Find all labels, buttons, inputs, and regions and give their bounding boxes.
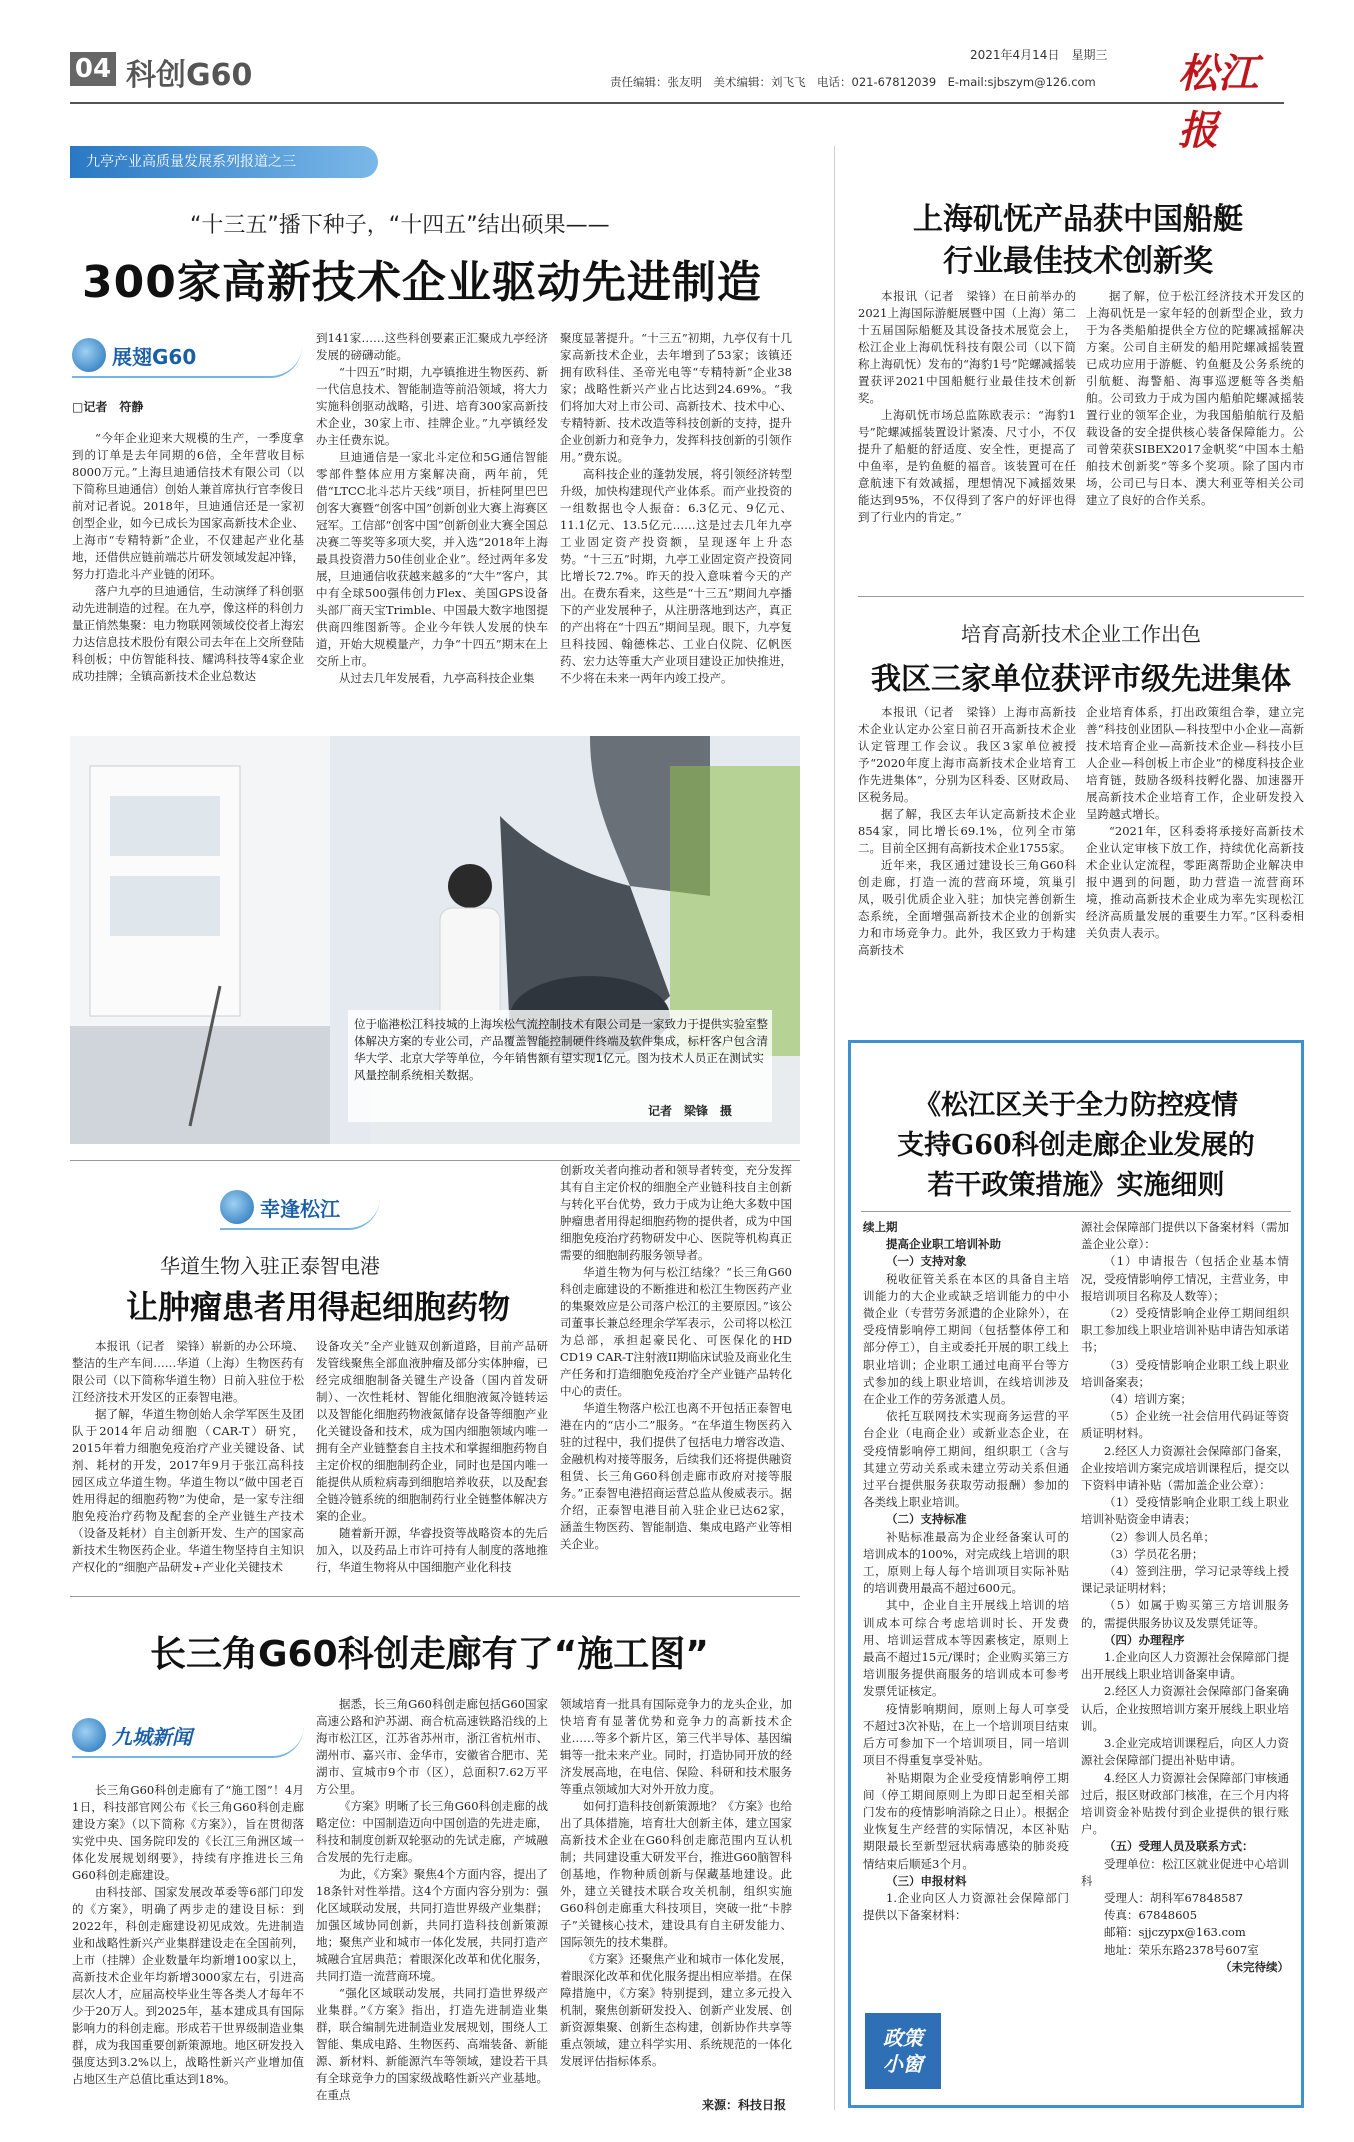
bio-top-rule <box>70 1160 800 1161</box>
lead-byline: □记者 符静 <box>72 400 144 414</box>
paragraph: 2.经区人力资源社会保障部门备案，企业按培训方案完成培训课程后，提交以下资料申请补贴（需加盖企业公章）： <box>1081 1443 1289 1493</box>
bio-kicker: 华道生物入驻正泰智电港 <box>160 1254 380 1278</box>
paragraph: （1）受疫情影响企业职工线上职业培训补贴资金申请表； <box>1081 1495 1289 1527</box>
paragraph: 华道生物落户松江也离不开包括正泰智电港在内的“店小二”服务。“在华道生物医药入驻的过程中，我们提供了包括电力增容改造、金融机构对接等服务，后续我们还将提供融资租赁、长三角G60科创走廊市政府对接等服务。”正泰智电港招商运营总监从俊威表示。据介绍，正泰智电港目前入驻企业已达62家，涵盖生物医药、智能制造、集成电路产业等相关企业。 <box>560 1401 792 1551</box>
section-tag-xingfeng: 幸逢松江 <box>220 1190 340 1224</box>
paragraph: 设备攻关”全产业链双创新道路，目前产品研发管线聚焦全部血液肿瘤及部分实体肿瘤，已经完成细胞制备关键生产设备（国内首发研制）、一次性耗材、智能化细胞液氮冷链转运以及智能化细胞药物液氮储存设备等细胞产业化关键设备和技术，成为国内细胞领域内唯一拥有全产业链整套自主技术和掌握细胞药物自主定价权的细胞制药企业，同时也是国内唯一能提供从质粒病毒到细胞培养收获，以及配套全链冷链系统的细胞制药行业全链整体解决方案的企业。 <box>316 1339 548 1523</box>
rm-headline: 我区三家单位获评市级先进集体 <box>871 662 1291 697</box>
paragraph: 地址：荣乐东路2378号607室 <box>1104 1942 1259 1957</box>
paragraph: 传真：67848605 <box>1104 1908 1198 1923</box>
paragraph: 长三角G60科创走廊有了“施工图”！4月1日，科技部官网公布《长三角G60科创走廊建设方案》（以下简称《方案》），旨在贯彻落实党中央、国务院印发的《长江三角洲区域一体化发展规划纲要》，持续有序推进长三角G60科创走廊建设。 <box>72 1783 304 1882</box>
paragraph: 2.经区人力资源社会保障部门备案确认后，企业按照培训方案开展线上职业培训。 <box>1081 1684 1289 1733</box>
paragraph: 补贴期限为企业受疫情影响停工期间（停工期间原则上为即日起至相关部门发布的疫情影响消除之日止）。根据企业恢复生产经营的实际情况，本区补贴期限最长至新型冠状病毒感染的肺炎疫情结束后顺延3个月。 <box>863 1770 1069 1871</box>
date-line: 2021年4月14日 星期三 <box>970 48 1108 62</box>
paragraph: 创新攻关者向推动者和领导者转变，充分发挥其有自主定价权的细胞全产业链科技自主创新与转化平台优势，致力于成为让绝大多数中国肿瘤患者用得起细胞药物的提供者，成为中国细胞免疫治疗药物研发中心、医院等机构真正需要的细胞制药服务领导者。 <box>560 1163 792 1262</box>
policy-box <box>848 1040 1304 2108</box>
policy-h2: （二）支持标准 <box>886 1512 967 1527</box>
paragraph: 其中，企业自主开展线上培训的培训成本可综合考虑培训时长、开发费用、培训运营成本等因素核定，原则上最高不超过15元/课时；企业购买第三方培训服务提供商服务的培训成本可参考发票凭证核定。 <box>863 1598 1069 1699</box>
paragraph: （1）申请报告（包括企业基本情况，受疫情影响停工情况，主营业务，申报培训项目名称及人数等）； <box>1081 1254 1289 1303</box>
paragraph: 3.企业完成培训课程后，向区人力资源社会保障部门提出补贴申请。 <box>1081 1736 1289 1768</box>
policy-h1a: （一）支持对象 <box>886 1254 967 1269</box>
tag-swirl <box>72 1726 304 1758</box>
badge-line-2: 小窗 <box>883 2052 923 2076</box>
paragraph: 随着新开源，华睿投资等战略资本的先后加入，以及药品上市许可持有人制度的落地推行，华道生物将从中国细胞产业化科技 <box>316 1526 548 1574</box>
paragraph: 近年来，我区通过建设长三角G60科创走廊，打造一流的营商环境，筑巢引凤，吸引优质企业入驻；加快完善创新生态系统，全面增强高新技术企业的创新实力和市场竞争力。此外，我区致力于构建高新技术 <box>858 858 1076 957</box>
tag-swirl <box>72 346 302 378</box>
lead-col-1 <box>72 430 304 685</box>
paragraph: “今年企业迎来大规模的生产，一季度拿到的订单是去年同期的6倍，全年营收目标8000万元。”上海旦迪通信技术有限公司（以下简称旦迪通信）创始人兼首席执行官李俊日前对记者说。2018年，旦迪通信还是一家初创型企业，如今已成长为国家高新技术企业、上海市“专精特新”企业，不仅建起产业化基地，还借供应链前端芯片研发领域发起冲锋，努力打造北斗产业链的闭环。 <box>72 431 304 581</box>
paragraph: 本报讯（记者 梁锋）上海市高新技术企业认定办公室日前召开高新技术企业认定管理工作会议。我区3家单位被授予“2020年度上海市高新技术企业培育工作先进集体”，分别为区科委、区财政局、区税务局。 <box>858 705 1076 804</box>
policy-title-rule <box>861 1211 1291 1212</box>
paragraph: （3）学员花名册； <box>1104 1546 1204 1561</box>
section-name: 科创G60 <box>126 58 253 93</box>
paragraph: 旦迪通信是一家北斗定位和5G通信智能零部件整体应用方案解决商，两年前，凭借“LTCC北斗芯片天线”项目，折桂阿里巴巴创客大赛暨“创客中国”创新创业大赛上海赛区冠军。工信部“创客中国”创新创业大赛全国总决赛二等奖等多项大奖，并入选“2018年上海最具投资潜力50佳创业企业”。经过两年多发展，旦迪通信收获越来越多的“大牛”客户，其中有全球500强伟创力Flex、美国GPS设备头部厂商天宝Trimble、中国最大数字地图提供商四维图新等。企业今年铁人发展的快车道，开始大规模量产，力争“十四五”期末在上交所上市。 <box>316 450 548 668</box>
paragraph: 补贴标准最高为企业经备案认可的培训成本的100%，对完成线上培训的职工，原则上每人每个培训项目实际补贴的培训费用最高不超过600元。 <box>863 1529 1069 1596</box>
paragraph: 领域培育一批具有国际竞争力的龙头企业，加快培育有显著优势和竞争力的高新技术企业……等多个新片区，第三代半导体、基因编辑等一批未来产业。同时，打造协同开放的经济发展高地，在电信、保险、科研和技术服务等重点领域加大对外开放力度。 <box>560 1697 792 1796</box>
rm-kicker: 培育高新技术企业工作出色 <box>961 622 1201 646</box>
bio-headline: 让肿瘤患者用得起细胞药物 <box>126 1288 511 1326</box>
paragraph: （2）受疫情影响企业停工期间组织职工参加线上职业培训补贴申请告知承诺书； <box>1081 1306 1289 1355</box>
g60-source: 来源：科技日报 <box>702 2098 787 2112</box>
paragraph: 华道生物为何与松江结缘？“长三角G60科创走廊建设的不断推进和松江生物医药产业的集聚效应是公司落户松江的主要原因。”该公司董事长兼总经理余学军表示，公司将以松江为总部，承担起豪民化、可医保化的HD CD19 CAR-T注射液II期临床试验及商业化生产任务和打造细胞免疫治疗全产业链产品转化中心的责任。 <box>560 1265 792 1398</box>
paragraph: （5）企业统一社会信用代码证等资质证明材料。 <box>1081 1409 1289 1441</box>
paragraph: 据了解，位于松江经济技术开发区的上海矶怃是一家年轻的创新型企业，致力于为各类船舶提供全方位的陀螺减摇解决方案。公司自主研发的船用陀螺减摇装置已成功应用于游艇、钓鱼艇及公务系统的引航艇、海警船、海事巡逻艇等各类船舶。公司致力于成为国内船舶陀螺减摇装置行业的领军企业，为我国船舶航行及船载设备的安全提供核心装备保障能力。公司曾荣获SIBEX2017金帆奖“中国本土船舶技术创新奖”等多个奖项。除了国内市场，公司已与日本、澳大利亚等相关公司建立了良好的合作关系。 <box>1086 289 1304 507</box>
photo-caption-box <box>348 1010 772 1122</box>
paragraph: 如何打造科技创新策源地？《方案》也给出了具体措施，培育壮大创新主体，建立国家高新技术企业在G60科创走廊范围内互认机制；共同建设重大研发平台，推进G60脑智科创基地，作物种质创新与保藏基地建设。此外，建立关键技术联合攻关机制，组织实施G60科创走廊重大科技项目，突破一批“卡脖子”关键核心技术，建设具有自主研发能力、国际领先的技术集群。 <box>560 1799 792 1949</box>
paragraph: 本报讯（记者 梁锋）在日前举办的2021上海国际游艇展暨中国（上海）第二十五届国际船艇及其设备技术展览会上，松江企业上海矶怃科技有限公司（以下简称上海矶怃）发布的“海豹1号”陀螺减摇装置获评2021中国船艇行业最佳技术创新奖。 <box>858 289 1076 405</box>
g60-col-2 <box>316 1696 548 2104</box>
g60-col-1 <box>72 1782 304 2088</box>
paragraph: 到141家……这些科创要素正汇聚成九亭经济发展的磅礴动能。 <box>316 331 548 362</box>
rt-col-1 <box>858 288 1076 526</box>
paragraph: 企业培育体系，打出政策组合拳，建立完善“科技创业团队—科技型中小企业—高新技术培育企业—高新技术企业—科技小巨人企业—科创板上市企业”的梯度科技企业培育链，鼓励各级科技孵化器、加速器开展高新技术企业培育工作，企业研发投入呈跨越式增长。 <box>1086 705 1304 821</box>
paragraph: 据悉，长三角G60科创走廊包括G60国家高速公路和沪苏湖、商合杭高速铁路沿线的上海市松江区，江苏省苏州市，浙江省杭州市、湖州市、嘉兴市、金华市，安徽省合肥市、芜湖市、宣城市9个市（区），总面积7.62万平方公里。 <box>316 1697 548 1796</box>
bio-col-1 <box>72 1338 304 1576</box>
paragraph: （4）签到注册，学习记录等线上授课记录证明材料； <box>1081 1564 1289 1596</box>
lead-kicker: “十三五”播下种子，“十四五”结出硕果—— <box>190 213 610 238</box>
paragraph: “2021年，区科委将承接好高新技术企业认定审核下放工作，持续优化高新技术企业认定流程，零距离帮助企业解决申报中遇到的问题，助力营造一流营商环境，推动高新技术企业成为率先实现松江经济高质量发展的重要生力军。”区科委相关负责人表示。 <box>1086 824 1304 940</box>
lead-photo <box>70 736 800 1144</box>
paragraph: （4）培训方案； <box>1104 1392 1192 1407</box>
paragraph: “强化区域联动发展，共同打造世界级产业集群。”《方案》指出，打造先进制造业集群，联合编制先进制造业发展规划，围绕人工智能、集成电路、生物医药、高端装备、新能源、新材料、新能源汽车等领域，建设若干具有全球竞争力的国家级战略性新兴产业基地。在重点 <box>316 1986 548 2102</box>
policy-h5: （五）受理人员及联系方式： <box>1104 1839 1254 1854</box>
column-divider <box>834 146 835 2110</box>
rt-headline-1: 上海矶怃产品获中国船艇 <box>913 202 1243 237</box>
paragraph: 受理人：胡科军67848587 <box>1104 1890 1244 1905</box>
policy-h3: （三）申报材料 <box>886 1873 967 1888</box>
lead-col-3 <box>560 330 792 687</box>
g60-top-rule <box>70 1596 800 1597</box>
tag-swirl <box>220 1198 380 1230</box>
paragraph: 从过去几年发展看，九亭高科技企业集 <box>339 671 535 685</box>
masthead <box>70 40 1284 154</box>
bio-col-3 <box>560 1162 792 1553</box>
paragraph: （5）如属于购买第三方培训服务的，需提供服务协议及发票凭证等。 <box>1081 1598 1289 1630</box>
paragraph: 受理单位：松江区就业促进中心培训科 <box>1081 1856 1289 1888</box>
paragraph: 源社会保障部门提供以下备案材料（需加盖企业公章）： <box>1081 1220 1289 1252</box>
policy-title-3: 若干政策措施》实施细则 <box>927 1170 1225 1201</box>
g60-col-3 <box>560 1696 792 2070</box>
paragraph: 由科技部、国家发展改革委等6部门印发的《方案》，明确了两步走的建设目标：到2022年，科创走廊建设初见成效。先进制造业和战略性新兴产业集群建设走在全国前列，上市（挂牌）企业数量年均新增100家以上，高新技术企业年均新增3000家左右，引进高层次人才，应届高校毕业生等各类人才每年不少于20万人。到2025年，基本建成具有国际影响力的科创走廊。形成若干世界级制造业集群，成为我国重要创新策源地。地区研发投入强度达到3.2%以上，战略性新兴产业增加值占地区生产总值比重达到18%。 <box>72 1885 304 2086</box>
policy-continued: （未完待续） <box>1220 1959 1289 1974</box>
editor-line: 责任编辑：张友明 美术编辑：刘飞飞 电话：021-67812039 E-mail:sjbszym@126.com <box>610 75 1096 89</box>
paragraph: 1.企业向区人力资源社会保障部门提出开展线上职业培训备案申请。 <box>1081 1650 1289 1682</box>
paragraph: （3）受疫情影响企业职工线上职业培训备案表； <box>1081 1357 1289 1389</box>
paragraph: 据了解，我区去年认定高新技术企业854家，同比增长69.1%，位列全市第二。目前全区拥有高新技术企业1755家。 <box>858 807 1076 855</box>
paragraph: 4.经区人力资源社会保障部门审核通过后，报区财政部门核准，在三个月内将培训资金补贴拨付到企业提供的银行账户。 <box>1081 1770 1289 1837</box>
photo-caption: 位于临港松江科技城的上海埃松气流控制技术有限公司是一家致力于提供实验室整体解决方案的专业公司，产品覆盖智能控制硬件终端及软件集成，标杆客户包含清华大学、北京大学等单位，今年销售额有望实现1亿元。图为技术人员正在测试实风量控制系统相关数据。 <box>354 1017 768 1082</box>
lead-headline: 300家高新技术企业驱动先进制造 <box>82 257 762 308</box>
photo-credit: 记者 梁锋 摄 <box>648 1104 733 1118</box>
paragraph: 税收征管关系在本区的具备自主培训能力的大企业或缺乏培训能力的中小微企业（专营劳务派遣的企业除外），在受疫情影响停工期间（包括整体停工和部分停工），自主或委托开展的职工线上职业培训；企业职工通过电商平台等方式参加的线上职业培训，在线培训涉及在企业工作的劳务派遣人员。 <box>863 1271 1069 1407</box>
badge-line-1: 政策 <box>883 2026 923 2050</box>
lead-col-2 <box>316 330 548 687</box>
paragraph: 邮箱：sjjczypx@163.com <box>1104 1925 1246 1940</box>
paragraph: 依托互联网技术实现商务运营的平台企业（电商企业）或新业态企业，在受疫情影响停工期间，组织职工（含与其建立劳动关系或未建立劳动关系但通过平台提供服务获取劳动报酬）参加的各类线上职业培训。 <box>863 1409 1069 1510</box>
paragraph: 聚度显著提升。“十三五”初期，九亭仅有十几家高新技术企业，去年增到了53家；该镇还拥有欧科佳、圣帝光电等“专精特新”企业38家；战略性新兴产业占比达到24.69%。“我们将加大对上市公司、高新技术、技术中心、专精特新、技术改造等科技创新的支持，提升企业创新力和竞争力，发挥科技创新的引领作用。”费东说。 <box>560 331 792 464</box>
paper-logo: 松江报 <box>1178 50 1258 154</box>
policy-h1: 提高企业职工培训补助 <box>886 1237 1001 1252</box>
rt-headline-2: 行业最佳技术创新奖 <box>943 244 1213 279</box>
paragraph: “十四五”时期，九亭镇推进生物医药、新一代信息技术、智能制造等前沿领域，将大力实施科创驱动战略，引进、培育300家高新技术企业，30家上市、挂牌企业。”九亭镇经发办主任费东说。 <box>316 365 548 447</box>
paragraph: 1.企业向区人力资源社会保障部门提供以下备案材料： <box>863 1890 1069 1923</box>
paragraph: （2）参训人员名单； <box>1104 1529 1215 1544</box>
policy-continue: 续上期 <box>863 1220 898 1234</box>
policy-col-2 <box>1081 1219 1289 1976</box>
section-tag-jiucheng: 九城新闻 <box>72 1718 192 1752</box>
section-tag-zhanchi: 展翅G60 <box>72 338 302 372</box>
masthead-rule <box>70 102 1284 104</box>
paragraph: 据了解，华道生物创始人余学军医生及团队于2014年启动细胞（CAR-T）研究，2015年着力细胞免疫治疗产业关键设备、试剂、耗材的开发，2017年9月于张江高科技园区成立华道生物。华道生物以“做中国老百姓用得起的细胞药物”为使命，是一家专注细胞免疫治疗药物及配套的全产业链生产技术（设备及耗材）自主创新开发、生产的国家高新技术生物医药企业。华道生物坚持自主知识产权化的“细胞产品研发+产业化关键技术 <box>72 1407 304 1574</box>
paragraph: 高科技企业的蓬勃发展，将引领经济转型升级，加快构建现代产业体系。而产业投资的一组数据也令人振奋：6.3亿元、9亿元、11.1亿元、13.5亿元……这是过去几年九亭工业固定资产投资额，呈现逐年上升态势。“十三五”时期，九亭工业固定资产投资同比增长72.7%。昨天的投入意味着今天的产出。在费东看来，这些是“十三五”期间九亭播下的产业发展种子，从注册落地到达产，真正的产出将在“十四五”期间呈现。眼下，九亭复旦科技园、翰德株芯、工业白仪院、亿帆医药、宏力达等重大产业项目建设正加快推进，不少将在未来一两年内竣工投产。 <box>560 467 792 685</box>
policy-title-2: 支持G60科创走廊企业发展的 <box>897 1130 1255 1161</box>
rt-divider <box>858 596 1304 597</box>
paragraph: 落户九亭的旦迪通信，生动演绎了科创驱动先进制造的过程。在九亭，像这样的科创力量正悄然集聚：电力物联网领域佼佼者上海宏力达信息技术股份有限公司去年在上交所登陆科创板；中仿智能科技、耀鸿科技等4家企业成功挂牌；全镇高新技术企业总数达 <box>72 584 304 683</box>
paragraph: 《方案》还聚焦产业和城市一体化发展，着眼深化改革和优化服务提出相应举措。在保障措施中，《方案》特别提到，建立多元投入机制，聚焦创新研发投入、创新产业发展、创新资源集聚、创新生态构建，创新协作共享等重点领域，建立科学实用、系统规范的一体化发展评估指标体系。 <box>560 1952 792 2068</box>
policy-h4: （四）办理程序 <box>1104 1632 1185 1647</box>
rm-col-1 <box>858 704 1076 959</box>
policy-title-1: 《松江区关于全力防控疫情 <box>914 1090 1238 1121</box>
paragraph: 上海矶怃市场总监陈欧表示：“海豹1号”陀螺减摇装置设计紧凑、尺寸小，不仅提升了船艇的舒适度、安全性，更提高了中鱼率，是钓鱼艇的福音。该装置可在任意航速下有效减摇，理想情况下减摇效果能达到95%，不仅得到了客户的好评也得到了行业内的肯定。” <box>858 408 1076 524</box>
paragraph: 本报讯（记者 梁锋）崭新的办公环境、整洁的生产车间……华道（上海）生物医药有限公司（以下简称华道生物）日前入驻位于松江经济技术开发区的正泰智电港。 <box>72 1339 304 1404</box>
paragraph: 疫情影响期间，原则上每人可享受不超过3次补贴，在上一个培训项目结束后方可参加下一个培训项目，同一培训项目不得重复享受补贴。 <box>863 1701 1069 1768</box>
policy-badge <box>865 2013 941 2089</box>
bio-col-2 <box>316 1338 548 1576</box>
g60-headline: 长三角G60科创走廊有了“施工图” <box>150 1634 709 1675</box>
series-tag: 九亭产业高质量发展系列报道之三 <box>70 146 378 178</box>
rm-col-2 <box>1086 704 1304 942</box>
policy-col-1 <box>863 1219 1069 1924</box>
page-number: 04 <box>70 52 116 86</box>
rt-col-2 <box>1086 288 1304 509</box>
paragraph: 为此，《方案》聚焦4个方面内容，提出了18条针对性举措。这4个方面内容分别为：强化区域联动发展，共同打造世界级产业集群；加强区域协同创新，共同打造科技创新策源地；聚焦产业和城市一体化发展，共同打造产城融合宜居典范；着眼深化改革和优化服务，共同打造一流营商环境。 <box>316 1867 548 1983</box>
paragraph: 《方案》明晰了长三角G60科创走廊的战略定位：中国制造迈向中国创造的先进走廊，科技和制度创新双轮驱动的先试走廊，产城融合发展的先行走廊。 <box>316 1799 548 1864</box>
